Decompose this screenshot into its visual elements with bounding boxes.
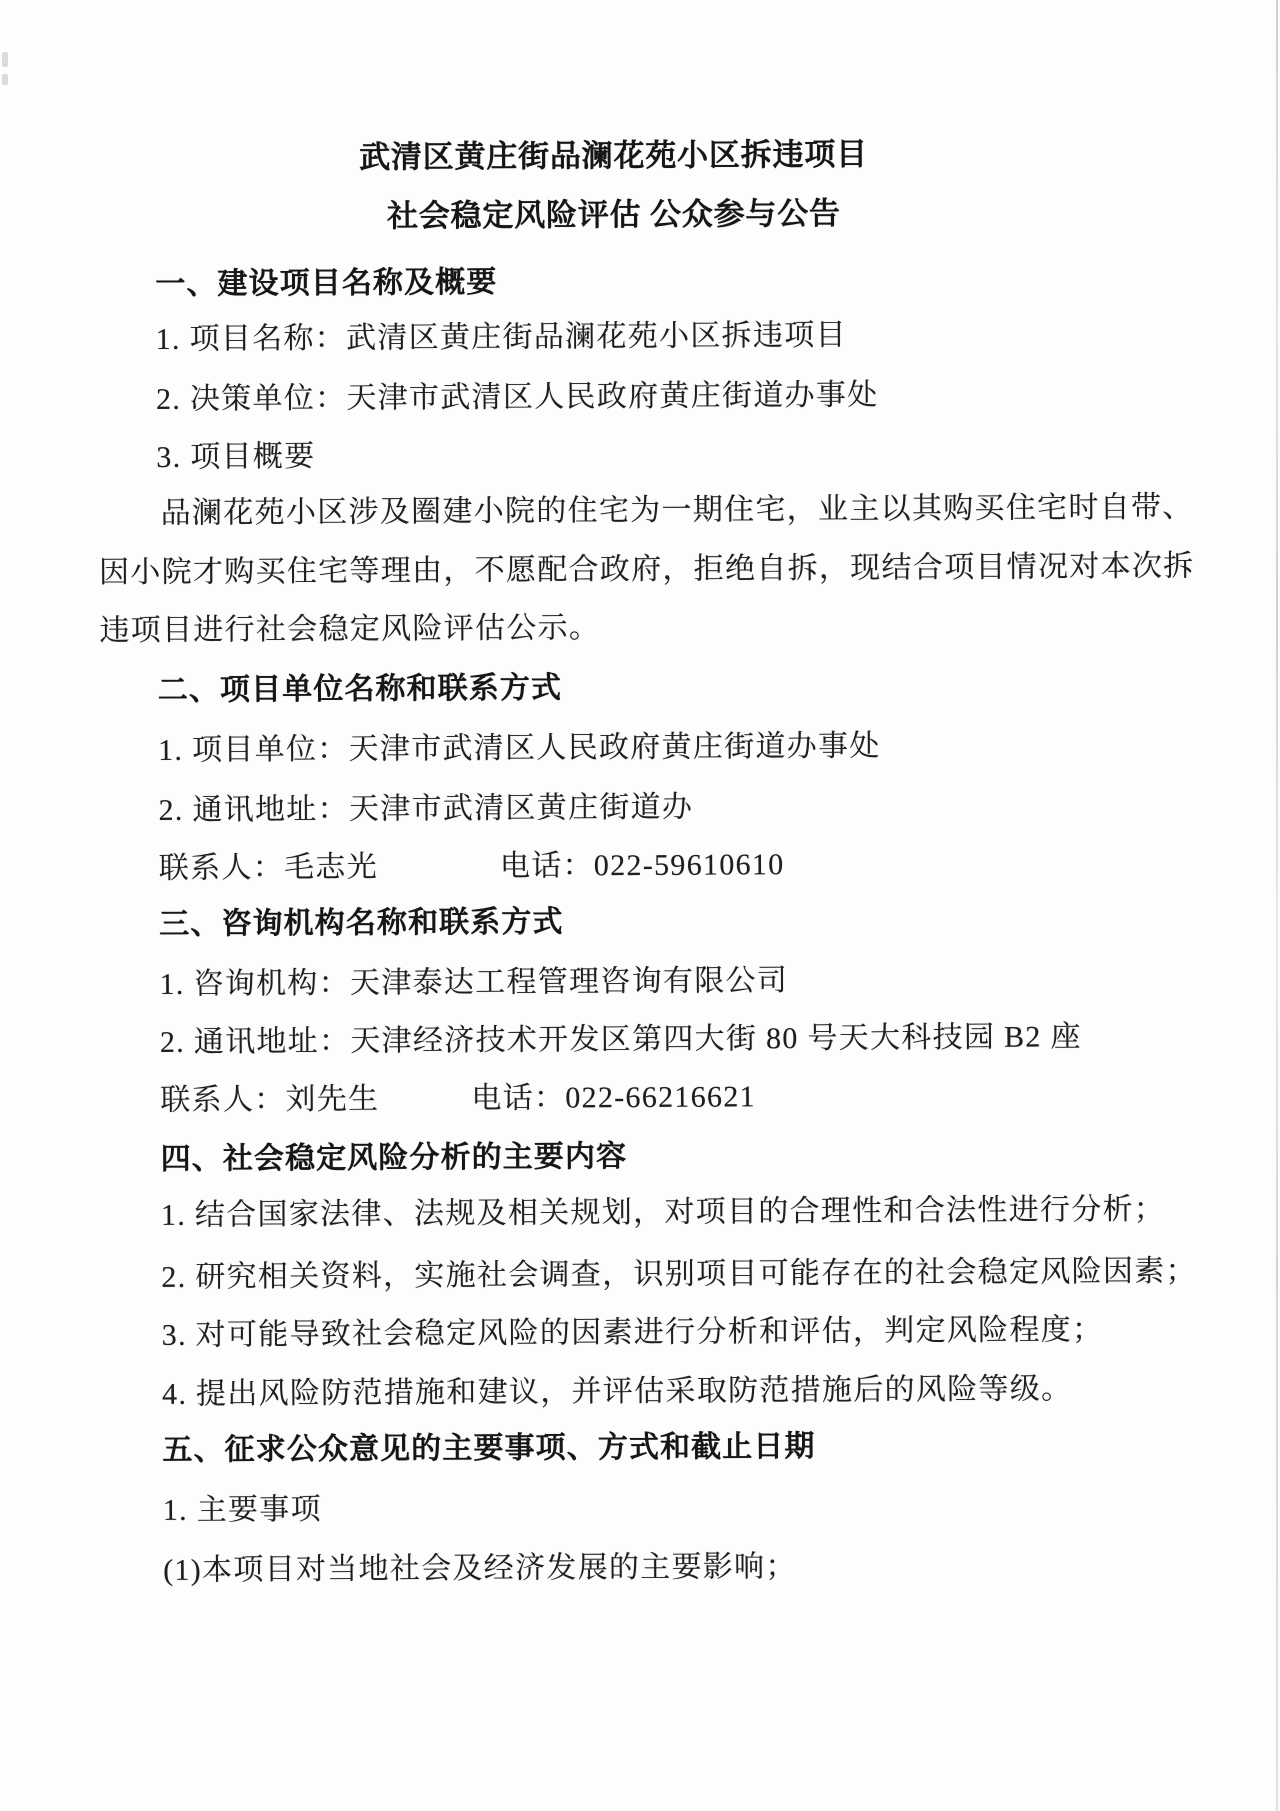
scan-speck [2, 52, 8, 67]
section-2-item-mail-address: 2. 通讯地址：天津市武清区黄庄街道办 [158, 790, 694, 827]
summary-paragraph-line-3: 违项目进行社会稳定风险评估公示。 [99, 611, 601, 648]
section-4-item-1: 1. 结合国家法律、法规及相关规划，对项目的合理性和合法性进行分析； [160, 1192, 1166, 1232]
section-2-contact-line [159, 848, 785, 886]
contact-spacer [378, 876, 500, 877]
scan-edge-artifact [1276, 0, 1278, 1811]
section-2-item-project-unit: 1. 项目单位：天津市武清区人民政府黄庄街道办事处 [158, 729, 881, 767]
section-2-contact-phone: 电话：022-59610610 [499, 848, 785, 883]
section-4-item-4: 4. 提出风险防范措施和建议，并评估采取防范措施后的风险等级。 [161, 1372, 1073, 1411]
section-2-contact-person: 联系人：毛志光 [158, 850, 379, 885]
summary-paragraph-line-1: 品澜花苑小区涉及圈建小院的住宅为一期住宅，业主以其购买住宅时自带、 [160, 490, 1194, 530]
section-3-heading: 三、咨询机构名称和联系方式 [159, 905, 564, 941]
section-1-item-project-name: 1. 项目名称：武清区黄庄街品澜花苑小区拆违项目 [155, 318, 847, 356]
section-2-heading: 二、项目单位名称和联系方式 [157, 671, 563, 707]
scan-speck [380, 146, 393, 150]
section-3-contact-person: 联系人：刘先生 [160, 1082, 380, 1117]
section-5-subitem-1: (1)本项目对当地社会及经济发展的主要影响； [163, 1550, 797, 1587]
section-1-heading: 一、建设项目名称及概要 [155, 265, 498, 301]
summary-paragraph-line-2: 因小院才购买住宅等理由，不愿配合政府，拒绝自拆，现结合项目情况对本次拆 [98, 549, 1195, 590]
section-4-heading: 四、社会稳定风险分析的主要内容 [160, 1140, 628, 1176]
section-4-item-3: 3. 对可能导致社会稳定风险的因素进行分析和评估，判定风险程度； [161, 1313, 1104, 1352]
section-5-item-main-matters: 1. 主要事项 [162, 1492, 322, 1527]
document-title-line-1: 武清区黄庄街品澜花苑小区拆违项目 [359, 136, 869, 175]
contact-spacer [379, 1108, 471, 1109]
section-3-item-consult-org: 1. 咨询机构：天津泰达工程管理咨询有限公司 [159, 964, 789, 1001]
section-1-item-project-summary: 3. 项目概要 [156, 439, 316, 474]
section-1-item-decision-unit: 2. 决策单位：天津市武清区人民政府黄庄街道办事处 [155, 378, 879, 416]
scan-speck [2, 74, 8, 85]
section-5-heading: 五、征求公众意见的主要事项、方式和截止日期 [162, 1429, 816, 1467]
section-4-item-2: 2. 研究相关资料，实施社会调查，识别项目可能存在的社会稳定风险因素； [161, 1254, 1197, 1294]
section-3-item-mail-address: 2. 通讯地址：天津经济技术开发区第四大街 80 号天大科技园 B2 座 [159, 1020, 1082, 1059]
section-3-contact-phone: 电话：022-66216621 [471, 1080, 756, 1116]
document-title-line-2: 社会稳定风险评估 公众参与公告 [386, 195, 841, 234]
section-3-contact-line [160, 1080, 756, 1118]
